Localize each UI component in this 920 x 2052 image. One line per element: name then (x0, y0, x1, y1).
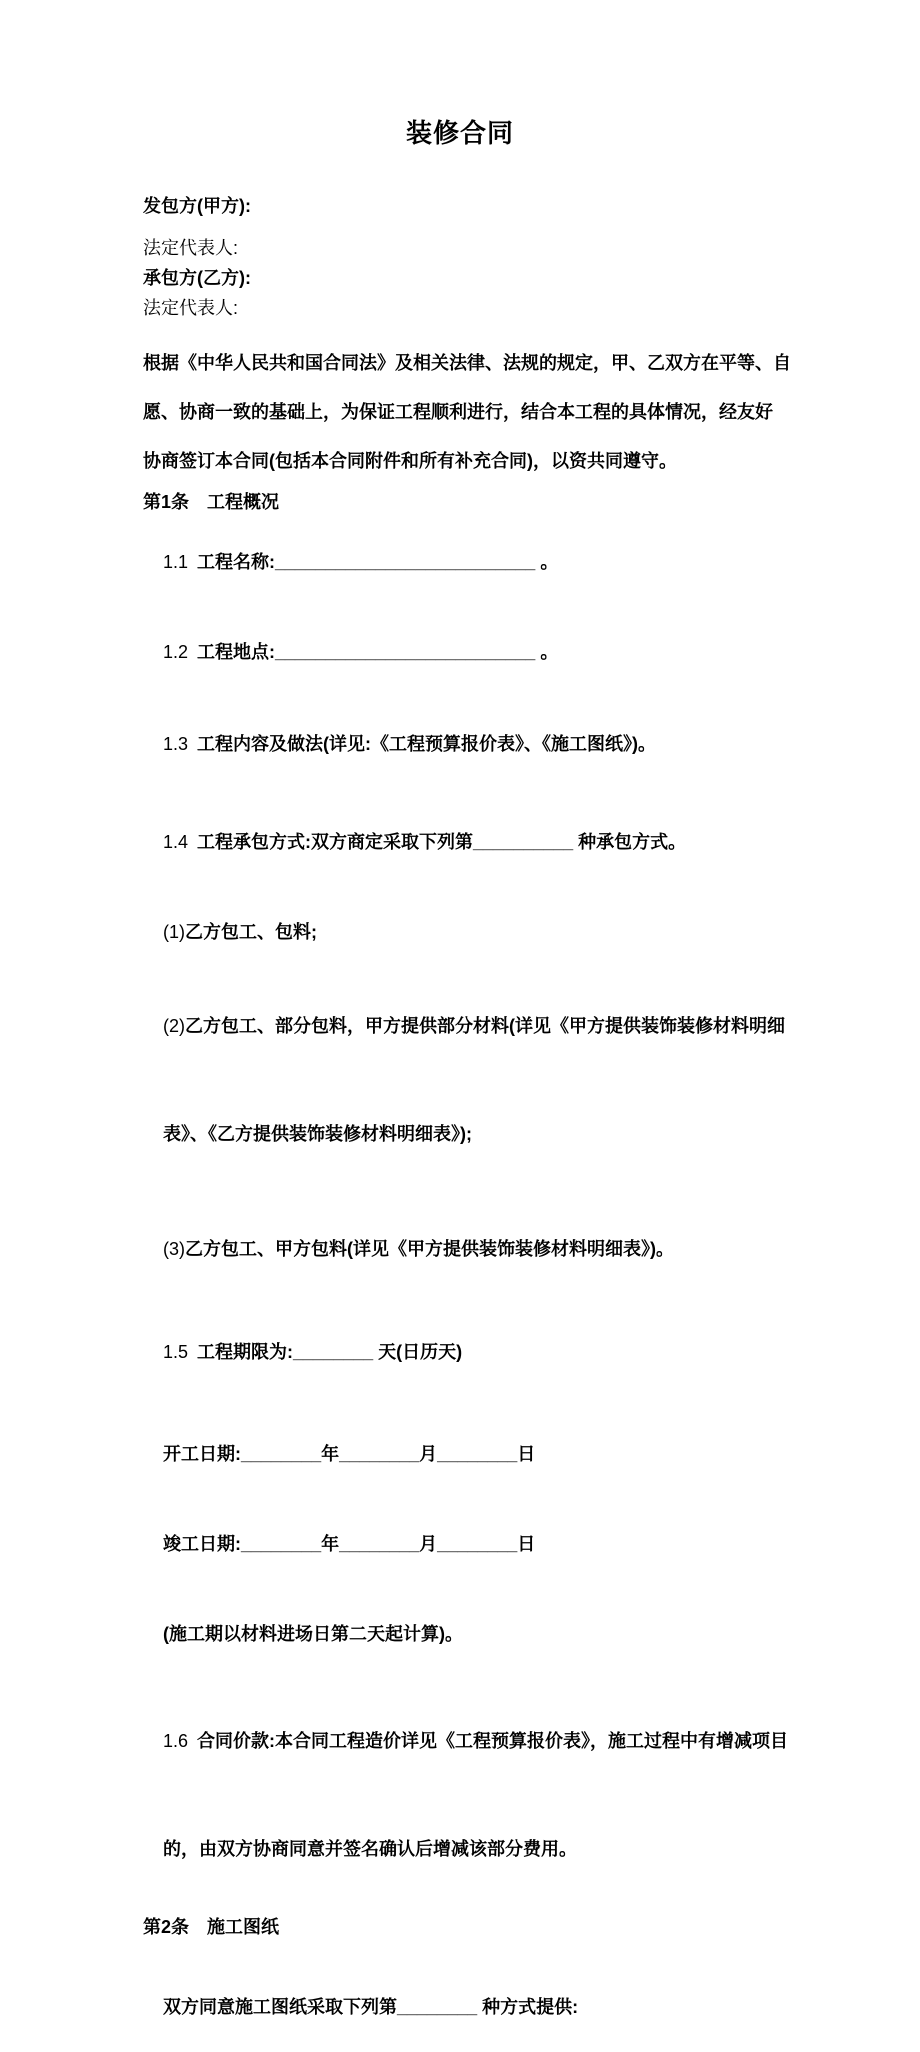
option-1-text: 乙方包工、包料; (185, 922, 318, 942)
clause-1-4 (143, 797, 920, 887)
preamble-line-2: 愿、协商一致的基础上，为保证工程顺利进行，结合本工程的具体情况，经友好 (143, 402, 773, 422)
clause-1-3-text: 工程内容及做法(详见:《工程预算报价表》、《施工图纸》)。 (197, 734, 657, 754)
option-2-text-line-2: 表》、《乙方提供装饰装修材料明细表》); (163, 1124, 473, 1144)
end-date-text: 竣工日期:________年________月________日 (163, 1534, 536, 1554)
start-date-text: 开工日期:________年________月________日 (163, 1444, 536, 1464)
party-a-label: 发包方(甲方): (143, 196, 251, 216)
clause-1-1-text: 工程名称:__________________________ 。 (197, 552, 559, 572)
clause-1-1-number: 1.1 (163, 552, 189, 572)
start-date-line (143, 1409, 920, 1499)
clause-1-6-text-line-2: 的，由双方协商同意并签名确认后增减该部分费用。 (163, 1839, 578, 1859)
end-date-line (143, 1499, 920, 1589)
contract-option-1 (143, 887, 920, 977)
preamble-line-1: 根据《中华人民共和国合同法》及相关法律、法规的规定，甲、乙双方在平等、自 (143, 353, 791, 373)
article-2-body-text: 双方同意施工图纸采取下列第________ 种方式提供: (163, 1997, 579, 2017)
preamble (0, 339, 920, 486)
clause-1-1 (143, 517, 920, 607)
clause-1-6-text-line-1: 合同价款:本合同工程造价详见《工程预算报价表》，施工过程中有增减项目 (197, 1731, 789, 1751)
option-2-text-line-1: 乙方包工、部分包料，甲方提供部分材料(详见《甲方提供装饰装修材料明细 (185, 1016, 786, 1036)
clause-1-3-number: 1.3 (163, 734, 189, 754)
clause-1-2-text: 工程地点:__________________________ 。 (197, 642, 559, 662)
contract-option-2-line-1 (143, 981, 920, 1071)
contract-option-2-line-2 (143, 1089, 920, 1179)
clause-1-5-number: 1.5 (163, 1342, 189, 1362)
party-b-label: 承包方(乙方): (143, 268, 251, 288)
party-b-legal-representative: 法定代表人: (143, 298, 239, 318)
document-title: 装修合同 (405, 118, 514, 148)
clause-1-6-line-1 (143, 1696, 920, 1786)
option-3-number: (3) (163, 1239, 186, 1259)
contract-option-3 (143, 1204, 920, 1294)
clause-1-5 (143, 1307, 920, 1397)
party-a-legal-representative: 法定代表人: (143, 238, 239, 258)
article-1-heading: 第1条 工程概况 (143, 492, 280, 512)
clause-1-2 (143, 607, 920, 697)
article-2-heading: 第2条 施工图纸 (143, 1917, 280, 1937)
article-2-body (143, 1962, 920, 2052)
clause-1-2-number: 1.2 (163, 642, 189, 662)
construction-period-note (143, 1589, 920, 1679)
clause-1-4-text: 工程承包方式:双方商定采取下列第__________ 种承包方式。 (197, 832, 687, 852)
clause-1-4-number: 1.4 (163, 832, 189, 852)
clause-1-3 (143, 699, 920, 789)
option-1-number: (1) (163, 922, 186, 942)
clause-1-6-line-2 (143, 1804, 920, 1894)
preamble-line-3: 协商签订本合同(包括本合同附件和所有补充合同)，以资共同遵守。 (143, 451, 677, 471)
option-2-number: (2) (163, 1016, 186, 1036)
clause-1-6-number: 1.6 (163, 1731, 189, 1751)
construction-period-note-text: (施工期以材料进场日第二天起计算)。 (163, 1624, 464, 1644)
option-3-text: 乙方包工、甲方包料(详见《甲方提供装饰装修材料明细表》)。 (185, 1239, 675, 1259)
clause-1-5-text: 工程期限为:________ 天(日历天) (197, 1342, 463, 1362)
